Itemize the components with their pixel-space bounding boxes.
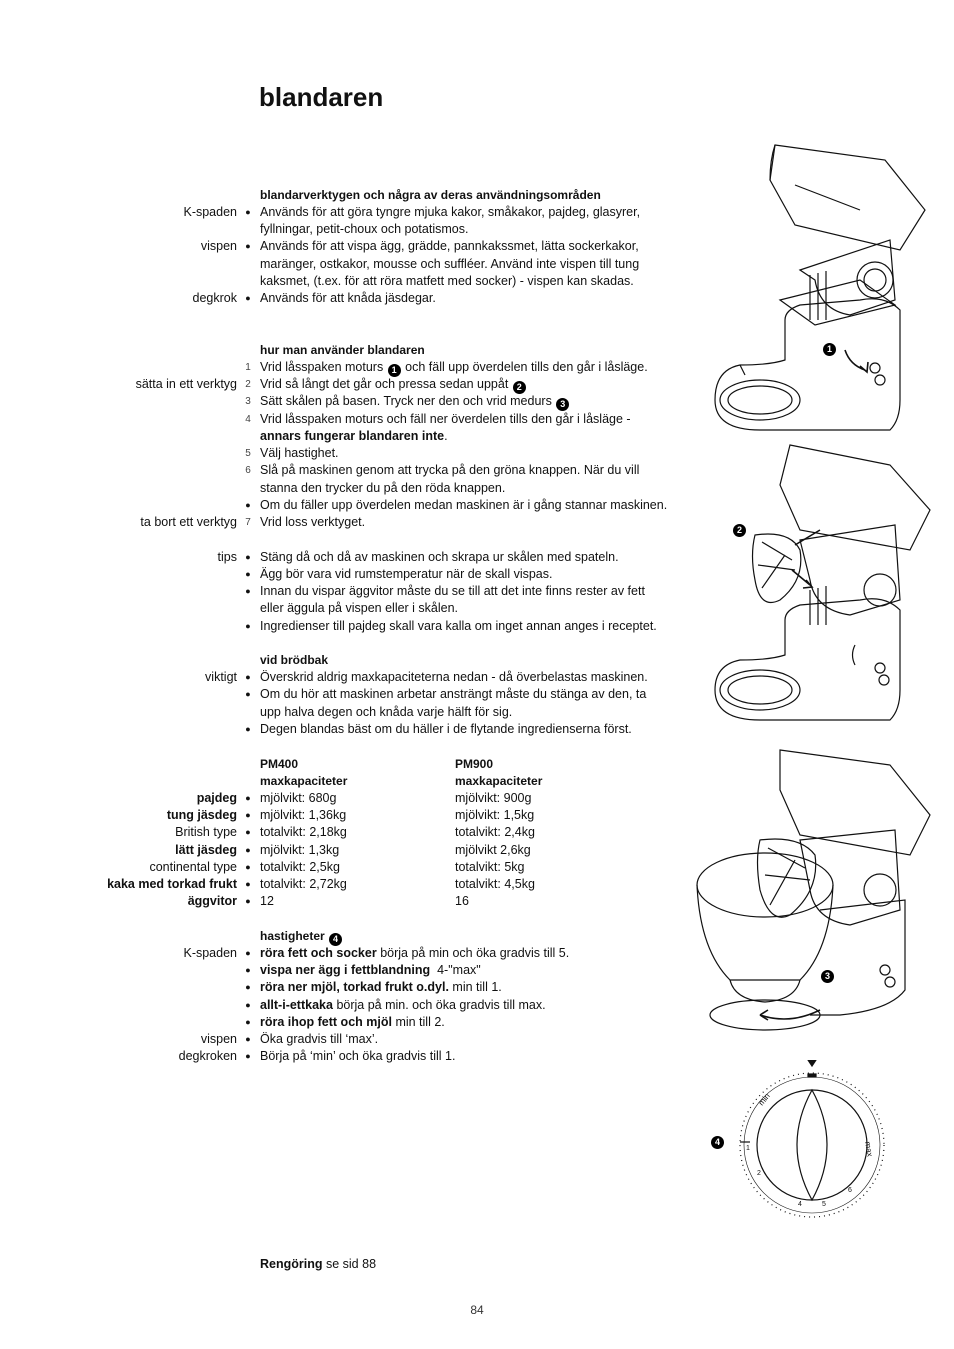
- bullet-icon: ●: [245, 207, 251, 217]
- list-text: allt-i-ettkaka börja på min. och öka gradvis till max.: [260, 998, 546, 1012]
- side-label: degkroken: [178, 1049, 237, 1063]
- list-text: Används för att göra tyngre mjuka kakor, småkakor, pajdeg, glasyrer,: [260, 205, 641, 219]
- step-text: stanna den trycker du på den röda knappen.: [260, 481, 506, 495]
- side-label: sätta in ett verktyg: [135, 377, 237, 391]
- step-number: 2: [245, 379, 251, 390]
- mixer-insert-tool-illustration: [700, 440, 940, 730]
- list-text: Används för att vispa ägg, grädde, pannkakssmet, lätta sockerkakor,: [260, 239, 639, 253]
- section-heading: hur man använder blandaren: [260, 343, 425, 357]
- side-label: degkrok: [192, 291, 237, 305]
- bullet-icon: ●: [245, 845, 251, 855]
- bullet-icon: ●: [245, 586, 251, 596]
- section-heading: hastigheter 4: [260, 928, 343, 946]
- bullet-icon: ●: [245, 724, 251, 734]
- row-label: tung jäsdeg: [166, 808, 237, 822]
- pm400-value: totalvikt: 2,5kg: [260, 860, 340, 874]
- row-label: kaka med torkad frukt: [107, 877, 237, 891]
- step-number: 6: [245, 465, 251, 476]
- pm900-value: totalvikt: 2,4kg: [455, 825, 535, 839]
- step-text: Vrid låsspaken moturs 1 och fäll upp överdelen tills den går i låsläge.: [260, 360, 648, 375]
- step-badge-icon: 2: [513, 381, 526, 394]
- step-text: annars fungerar blandaren inte.: [260, 429, 448, 443]
- side-label: K-spaden: [183, 205, 237, 219]
- bullet-icon: ●: [245, 672, 251, 682]
- page-title: blandaren: [259, 82, 384, 112]
- column-subheader: maxkapaciteter: [260, 774, 348, 788]
- mixer-bowl-illustration: [690, 740, 940, 1040]
- column-header-pm900: PM900: [455, 757, 494, 771]
- list-text: röra fett och socker börja på min och öka gradvis till 5.: [260, 946, 570, 960]
- bullet-icon: ●: [245, 862, 251, 872]
- figure-badge-icon: 1: [823, 343, 836, 356]
- side-label: vispen: [200, 239, 237, 253]
- step-number: 7: [245, 517, 251, 528]
- section-heading: blandarverktygen och några av deras användningsområden: [260, 188, 601, 202]
- pm900-value: mjölvikt 2,6kg: [455, 843, 531, 857]
- pm400-value: mjölvikt: 680g: [260, 791, 337, 805]
- bullet-icon: ●: [245, 500, 251, 510]
- row-label: British type: [175, 825, 237, 839]
- pm400-value: mjölvikt: 1,3kg: [260, 843, 340, 857]
- bullet-icon: ●: [245, 293, 251, 303]
- list-text: Stäng då och då av maskinen och skrapa ur skålen med spateln.: [260, 550, 619, 564]
- list-text: upp halva degen och knåda varje hälft för sig.: [260, 705, 513, 719]
- figure-badge-icon: 3: [821, 970, 834, 983]
- dial-min-label: min: [756, 1091, 772, 1108]
- row-label: lätt jäsdeg: [175, 843, 237, 857]
- mixer-raised-illustration: [700, 130, 940, 440]
- step-text: Vrid loss verktyget.: [260, 515, 366, 529]
- dial-1-label: 1: [746, 1145, 750, 1152]
- step-text: Om du fäller upp överdelen medan maskinen är i gång stannar maskinen.: [260, 498, 668, 512]
- list-text: Överskrid aldrig maxkapaciteterna nedan - då överbelastas maskinen.: [260, 670, 648, 684]
- pm900-value: totalvikt: 5kg: [455, 860, 525, 874]
- list-text: Innan du vispar äggvitor måste du se till att det inte finns rester av fett: [260, 584, 645, 598]
- dial-max-label: max: [863, 1140, 875, 1158]
- row-label: continental type: [149, 860, 237, 874]
- bullet-icon: ●: [245, 982, 251, 992]
- list-text: Ingredienser till pajdeg skall vara kalla om inget annan anges i receptet.: [260, 619, 657, 633]
- bullet-icon: ●: [245, 569, 251, 579]
- bullet-icon: ●: [245, 896, 251, 906]
- bullet-icon: ●: [245, 827, 251, 837]
- list-text: röra ner mjöl, torkad frukt o.dyl. min till 1.: [260, 980, 502, 994]
- step-text: Vrid låsspaken moturs och fäll ner överdelen tills den går i låsläge -: [260, 412, 631, 426]
- bullet-icon: ●: [245, 793, 251, 803]
- bullet-icon: ●: [245, 1017, 251, 1027]
- speed-badge-icon: 4: [329, 933, 342, 946]
- step-number: 1: [245, 362, 251, 373]
- list-text: Används för att knåda jäsdegar.: [260, 291, 436, 305]
- section-heading: vid brödbak: [260, 653, 329, 667]
- list-text: maränger, ostkakor, mousse och suffléer. Använd inte vispen till tung: [260, 257, 640, 271]
- list-text: Öka gradvis till ‘max’.: [260, 1032, 379, 1046]
- list-text: vispa ner ägg i fettblandning 4-"max": [260, 963, 481, 977]
- list-text: röra ihop fett och mjöl min till 2.: [260, 1015, 445, 1029]
- step-number: 3: [245, 396, 251, 407]
- column-subheader: maxkapaciteter: [455, 774, 543, 788]
- bullet-icon: ●: [245, 1051, 251, 1061]
- step-badge-icon: 3: [556, 398, 569, 411]
- pm900-value: totalvikt: 4,5kg: [455, 877, 535, 891]
- bullet-icon: ●: [245, 948, 251, 958]
- bullet-icon: ●: [245, 810, 251, 820]
- pm400-value: totalvikt: 2,72kg: [260, 877, 347, 891]
- side-label: viktigt: [205, 670, 237, 684]
- bullet-icon: ●: [245, 552, 251, 562]
- row-label: pajdeg: [196, 791, 237, 805]
- side-label: vispen: [200, 1032, 237, 1046]
- pm400-value: totalvikt: 2,18kg: [260, 825, 347, 839]
- bullet-icon: ●: [245, 621, 251, 631]
- pm400-value: 12: [260, 894, 274, 908]
- step-badge-icon: 1: [388, 364, 401, 377]
- list-text: Om du hör att maskinen arbetar ansträngt måste du stänga av den, ta: [260, 687, 647, 701]
- step-number: 4: [245, 414, 251, 425]
- step-number: 5: [245, 448, 251, 459]
- row-label: äggvitor: [187, 894, 237, 908]
- dial-4-label: 4: [798, 1201, 802, 1208]
- cleaning-note: [0, 1256, 954, 1273]
- pm900-value: mjölvikt: 1,5kg: [455, 808, 535, 822]
- bullet-icon: ●: [245, 879, 251, 889]
- bullet-icon: ●: [245, 965, 251, 975]
- list-text: Degen blandas bäst om du häller i de flytande ingredienserna först.: [260, 722, 632, 736]
- dial-6-label: 6: [848, 1187, 852, 1194]
- page-number: 84: [470, 1303, 484, 1317]
- step-text: Sätt skålen på basen. Tryck ner den och vrid medurs 3: [260, 393, 570, 411]
- pm900-value: 16: [455, 894, 469, 908]
- side-label: K-spaden: [183, 946, 237, 960]
- bullet-icon: ●: [245, 1000, 251, 1010]
- pm400-value: mjölvikt: 1,36kg: [260, 808, 347, 822]
- cleaning-text: Rengöring se sid 88: [260, 1257, 377, 1271]
- bullet-icon: ●: [245, 1034, 251, 1044]
- dial-5-label: 5: [822, 1201, 826, 1208]
- side-label: ta bort ett verktyg: [140, 515, 237, 529]
- step-text: Vrid så långt det går och pressa sedan uppåt 2: [260, 376, 527, 394]
- pm900-value: mjölvikt: 900g: [455, 791, 532, 805]
- step-text: Välj hastighet.: [260, 446, 339, 460]
- list-text: kaksmet, (t.ex. för att röra matfett med socker) - vispen kan skadas.: [260, 274, 634, 288]
- list-text: Börja på ‘min’ och öka gradvis till 1.: [260, 1049, 456, 1063]
- list-text: Ägg bör vara vid rumstemperatur när de skall vispas.: [260, 567, 553, 581]
- column-header-pm400: PM400: [260, 757, 299, 771]
- list-text: eller äggula på vispen eller i skålen.: [260, 601, 459, 615]
- step-text: Slå på maskinen genom att trycka på den gröna knappen. När du vill: [260, 463, 640, 477]
- figure-badge-icon: 2: [733, 524, 746, 537]
- bullet-icon: ●: [245, 241, 251, 251]
- bullet-icon: ●: [245, 689, 251, 699]
- list-text: fyllningar, petit-choux och potatismos.: [260, 222, 469, 236]
- side-label: tips: [217, 550, 237, 564]
- dial-2-label: 2: [757, 1170, 761, 1177]
- figure-badge-icon: 4: [711, 1136, 724, 1149]
- speed-dial-illustration: [714, 1060, 900, 1220]
